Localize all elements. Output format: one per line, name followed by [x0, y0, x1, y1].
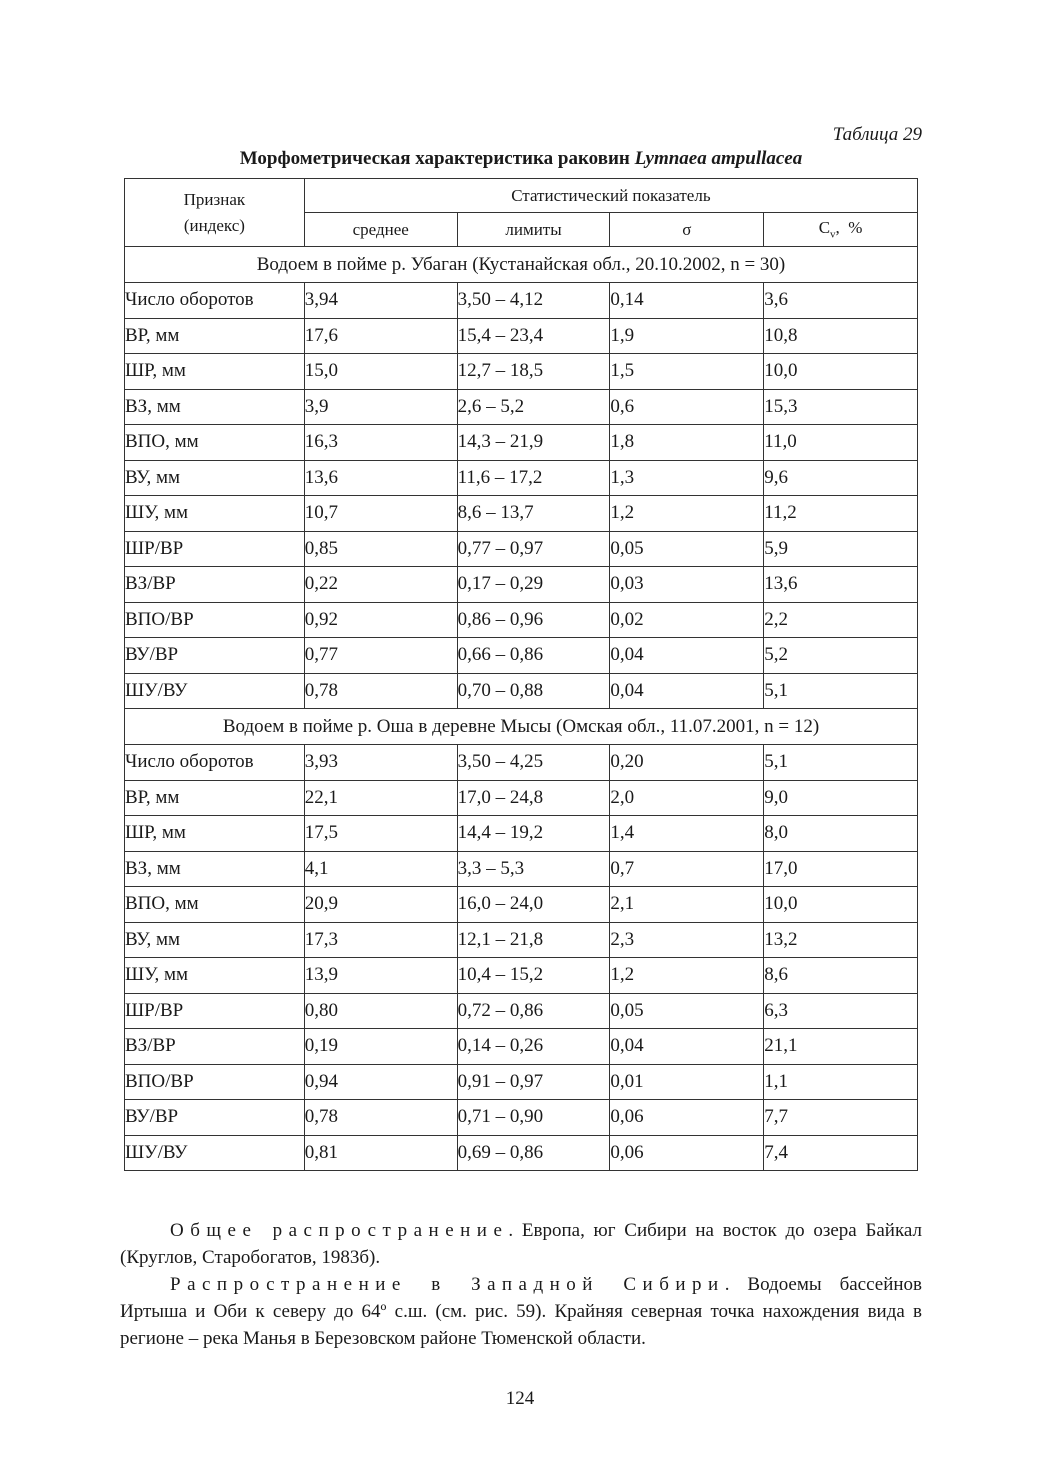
- cv-cell: 8,6: [764, 958, 918, 994]
- feature-cell: ВПО, мм: [125, 425, 305, 461]
- section-title: Водоем в пойме р. Оша в деревне Мысы (Омская обл., 11.07.2001, n = 12): [125, 709, 918, 745]
- feature-cell: ВУ/ВР: [125, 638, 305, 674]
- general-heading: Общее распространение: [170, 1220, 509, 1241]
- header-feature-line1: Признак: [183, 189, 246, 209]
- morphometry-table: [124, 178, 918, 1171]
- sigma-cell: 1,2: [610, 958, 764, 994]
- west-heading: Распространение в Западной Сибири: [170, 1274, 725, 1295]
- sigma-cell: 0,7: [610, 851, 764, 887]
- mean-cell: 22,1: [304, 780, 457, 816]
- feature-cell: ВЗ/ВР: [125, 567, 305, 603]
- limits-cell: 17,0 – 24,8: [457, 780, 610, 816]
- mean-cell: 3,93: [304, 745, 457, 781]
- limits-cell: 0,71 – 0,90: [457, 1100, 610, 1136]
- limits-cell: 15,4 – 23,4: [457, 318, 610, 354]
- sigma-cell: 0,6: [610, 389, 764, 425]
- mean-cell: 15,0: [304, 354, 457, 390]
- limits-cell: 16,0 – 24,0: [457, 887, 610, 923]
- sigma-cell: 0,20: [610, 745, 764, 781]
- sigma-cell: 0,04: [610, 1029, 764, 1065]
- table-row: [125, 745, 918, 781]
- feature-cell: ШР, мм: [125, 354, 305, 390]
- table-row: [125, 318, 918, 354]
- table-row: [125, 887, 918, 923]
- general-heading-end: .: [508, 1220, 514, 1241]
- table-row: [125, 389, 918, 425]
- table-row: [125, 851, 918, 887]
- feature-cell: ВПО/ВР: [125, 602, 305, 638]
- limits-cell: 10,4 – 15,2: [457, 958, 610, 994]
- feature-cell: ВЗ, мм: [125, 851, 305, 887]
- feature-cell: ШР/ВР: [125, 993, 305, 1029]
- header-feature: [125, 179, 305, 247]
- feature-cell: ШУ/ВУ: [125, 673, 305, 709]
- header-feature-line2: (индекс): [183, 215, 245, 235]
- mean-cell: 17,5: [304, 816, 457, 852]
- table-row: [125, 531, 918, 567]
- feature-cell: ВПО, мм: [125, 887, 305, 923]
- cv-cell: 5,9: [764, 531, 918, 567]
- west-text: . Водоемы бассейнов Иртыша и Оби к северу до 64º с.ш. (см. рис. 59). Крайняя северная точка нахождения вида в регионе – река Манья в Березовском районе Тюменской области.: [120, 1274, 923, 1349]
- table-row: [125, 354, 918, 390]
- table-row: [125, 993, 918, 1029]
- sigma-cell: 0,04: [610, 638, 764, 674]
- paragraph-general-distribution: [120, 1217, 922, 1271]
- table-row: [125, 638, 918, 674]
- limits-cell: 3,3 – 5,3: [457, 851, 610, 887]
- cv-cell: 10,0: [764, 354, 918, 390]
- table-row: [125, 496, 918, 532]
- cv-cell: 9,6: [764, 460, 918, 496]
- table-row: [125, 283, 918, 319]
- section-header-row: [125, 247, 918, 283]
- feature-cell: ВЗ/ВР: [125, 1029, 305, 1065]
- sigma-cell: 0,03: [610, 567, 764, 603]
- sigma-cell: 2,3: [610, 922, 764, 958]
- mean-cell: 10,7: [304, 496, 457, 532]
- feature-cell: ШУ, мм: [125, 496, 305, 532]
- cv-cell: 5,2: [764, 638, 918, 674]
- cv-cell: 15,3: [764, 389, 918, 425]
- page-number: 124: [505, 1388, 535, 1409]
- feature-cell: ШР/ВР: [125, 531, 305, 567]
- feature-cell: ВУ/ВР: [125, 1100, 305, 1136]
- sigma-cell: 1,5: [610, 354, 764, 390]
- feature-cell: ШУ, мм: [125, 958, 305, 994]
- cv-cell: 21,1: [764, 1029, 918, 1065]
- sigma-cell: 0,04: [610, 673, 764, 709]
- cv-cell: 8,0: [764, 816, 918, 852]
- limits-cell: 0,66 – 0,86: [457, 638, 610, 674]
- sigma-cell: 1,8: [610, 425, 764, 461]
- table-number: Таблица 29: [832, 124, 922, 145]
- cv-cell: 11,0: [764, 425, 918, 461]
- mean-cell: 0,19: [304, 1029, 457, 1065]
- sigma-cell: 1,9: [610, 318, 764, 354]
- limits-cell: 0,77 – 0,97: [457, 531, 610, 567]
- table-row: [125, 1135, 918, 1171]
- sigma-cell: 2,0: [610, 780, 764, 816]
- sigma-cell: 0,01: [610, 1064, 764, 1100]
- table-row: [125, 922, 918, 958]
- feature-cell: ВУ, мм: [125, 922, 305, 958]
- limits-cell: 12,7 – 18,5: [457, 354, 610, 390]
- cv-cell: 13,2: [764, 922, 918, 958]
- cv-cell: 17,0: [764, 851, 918, 887]
- header-cv-base: C: [818, 218, 831, 238]
- cv-cell: 10,8: [764, 318, 918, 354]
- table-title-text: Морфометрическая характеристика раковин: [239, 148, 635, 169]
- feature-cell: ШР, мм: [125, 816, 305, 852]
- cv-cell: 13,6: [764, 567, 918, 603]
- table-row: [125, 958, 918, 994]
- cv-cell: 5,1: [764, 673, 918, 709]
- feature-cell: ВР, мм: [125, 318, 305, 354]
- mean-cell: 3,94: [304, 283, 457, 319]
- table-row: [125, 1064, 918, 1100]
- cv-cell: 1,1: [764, 1064, 918, 1100]
- mean-cell: 0,78: [304, 673, 457, 709]
- limits-cell: 14,4 – 19,2: [457, 816, 610, 852]
- sigma-cell: 0,06: [610, 1100, 764, 1136]
- mean-cell: 3,9: [304, 389, 457, 425]
- limits-cell: 11,6 – 17,2: [457, 460, 610, 496]
- feature-cell: Число оборотов: [125, 745, 305, 781]
- mean-cell: 0,80: [304, 993, 457, 1029]
- mean-cell: 17,6: [304, 318, 457, 354]
- header-cv-sub: v: [830, 228, 836, 241]
- table-body: [125, 247, 918, 1171]
- general-text: Европа, юг Сибири на восток до озера Байкал (Круглов, Старобогатов, 1983б).: [120, 1220, 922, 1268]
- limits-cell: 8,6 – 13,7: [457, 496, 610, 532]
- limits-cell: 3,50 – 4,12: [457, 283, 610, 319]
- cv-cell: 3,6: [764, 283, 918, 319]
- feature-cell: Число оборотов: [125, 283, 305, 319]
- header-mean: среднее: [304, 213, 457, 247]
- mean-cell: 0,94: [304, 1064, 457, 1100]
- limits-cell: 12,1 – 21,8: [457, 922, 610, 958]
- limits-cell: 2,6 – 5,2: [457, 389, 610, 425]
- table-row: [125, 816, 918, 852]
- limits-cell: 0,14 – 0,26: [457, 1029, 610, 1065]
- sigma-cell: 0,05: [610, 531, 764, 567]
- cv-cell: 7,4: [764, 1135, 918, 1171]
- limits-cell: 0,69 – 0,86: [457, 1135, 610, 1171]
- mean-cell: 13,6: [304, 460, 457, 496]
- section-header-row: [125, 709, 918, 745]
- mean-cell: 16,3: [304, 425, 457, 461]
- limits-cell: 0,17 – 0,29: [457, 567, 610, 603]
- header-stat-group: Статистический показатель: [304, 179, 917, 213]
- mean-cell: 17,3: [304, 922, 457, 958]
- feature-cell: ВУ, мм: [125, 460, 305, 496]
- limits-cell: 3,50 – 4,25: [457, 745, 610, 781]
- table-row: [125, 425, 918, 461]
- paragraph-west-siberia: [120, 1271, 922, 1352]
- table-title: [124, 148, 918, 170]
- section-title: Водоем в пойме р. Убаган (Кустанайская обл., 20.10.2002, n = 30): [125, 247, 918, 283]
- sigma-cell: 0,02: [610, 602, 764, 638]
- limits-cell: 0,86 – 0,96: [457, 602, 610, 638]
- limits-cell: 0,70 – 0,88: [457, 673, 610, 709]
- mean-cell: 0,85: [304, 531, 457, 567]
- mean-cell: 0,78: [304, 1100, 457, 1136]
- mean-cell: 0,81: [304, 1135, 457, 1171]
- table-row: [125, 460, 918, 496]
- table-row: [125, 567, 918, 603]
- limits-cell: 0,91 – 0,97: [457, 1064, 610, 1100]
- cv-cell: 9,0: [764, 780, 918, 816]
- sigma-cell: 0,14: [610, 283, 764, 319]
- cv-cell: 5,1: [764, 745, 918, 781]
- mean-cell: 0,92: [304, 602, 457, 638]
- sigma-cell: 1,4: [610, 816, 764, 852]
- sigma-cell: 2,1: [610, 887, 764, 923]
- table-row: [125, 1029, 918, 1065]
- table-row: [125, 673, 918, 709]
- header-cv-unit: , %: [835, 218, 863, 238]
- cv-cell: 6,3: [764, 993, 918, 1029]
- cv-cell: 11,2: [764, 496, 918, 532]
- sigma-cell: 1,3: [610, 460, 764, 496]
- header-limits: лимиты: [457, 213, 610, 247]
- mean-cell: 0,22: [304, 567, 457, 603]
- cv-cell: 2,2: [764, 602, 918, 638]
- mean-cell: 20,9: [304, 887, 457, 923]
- header-sigma: σ: [610, 213, 764, 247]
- feature-cell: ВПО/ВР: [125, 1064, 305, 1100]
- table-row: [125, 1100, 918, 1136]
- feature-cell: ВР, мм: [125, 780, 305, 816]
- feature-cell: ШУ/ВУ: [125, 1135, 305, 1171]
- limits-cell: 14,3 – 21,9: [457, 425, 610, 461]
- header-cv: [764, 213, 918, 247]
- cv-cell: 10,0: [764, 887, 918, 923]
- table-row: [125, 780, 918, 816]
- feature-cell: ВЗ, мм: [125, 389, 305, 425]
- mean-cell: 0,77: [304, 638, 457, 674]
- species-name: Lymnaea ampullacea: [634, 148, 803, 169]
- sigma-cell: 1,2: [610, 496, 764, 532]
- table-row: [125, 602, 918, 638]
- sigma-cell: 0,06: [610, 1135, 764, 1171]
- sigma-cell: 0,05: [610, 993, 764, 1029]
- limits-cell: 0,72 – 0,86: [457, 993, 610, 1029]
- mean-cell: 13,9: [304, 958, 457, 994]
- mean-cell: 4,1: [304, 851, 457, 887]
- cv-cell: 7,7: [764, 1100, 918, 1136]
